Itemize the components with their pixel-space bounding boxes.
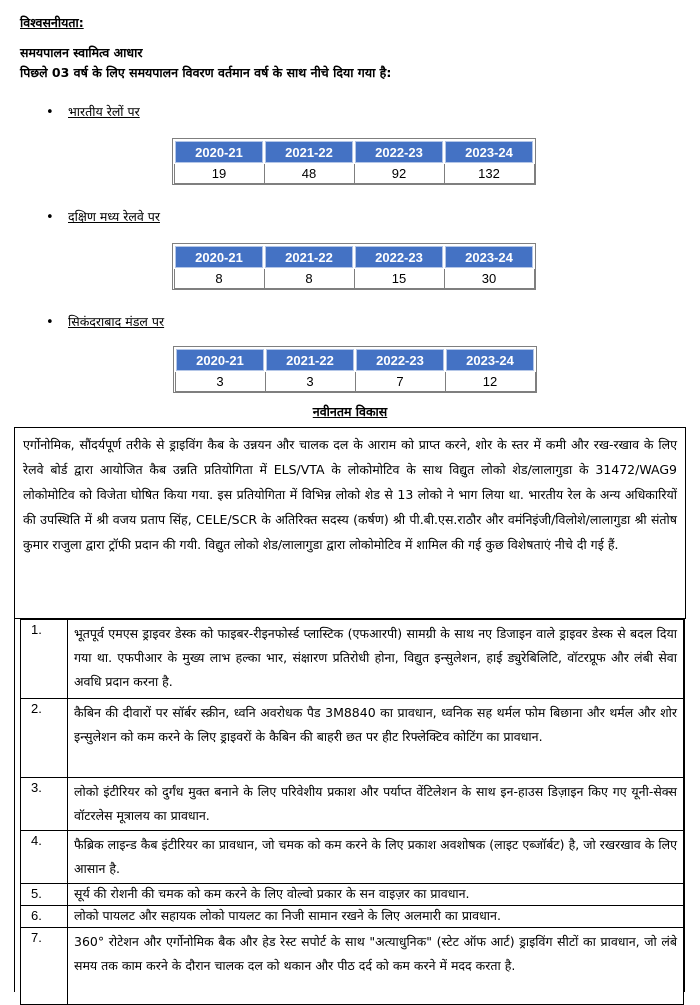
year-value: 8 (174, 269, 264, 289)
item-number: 4. (21, 831, 68, 884)
punctuality-table-indian-railways (173, 139, 535, 184)
year-header: 2023-24 (445, 348, 535, 372)
bullet-indian-railways (46, 103, 140, 120)
year-header: 2023-24 (444, 140, 534, 164)
year-value: 48 (264, 164, 354, 184)
table-row (21, 778, 684, 831)
year-header: 2022-23 (354, 140, 444, 164)
year-header: 2022-23 (354, 245, 444, 269)
year-value: 92 (354, 164, 444, 184)
page-title: विश्वसनीयता: (20, 15, 84, 30)
year-value: 3 (175, 372, 265, 392)
punctuality-table-secunderabad-division (174, 347, 536, 392)
year-value: 3 (265, 372, 355, 392)
item-number: 2. (21, 699, 68, 778)
item-text: फैब्रिक लाइन्ड कैब इंटीरियर का प्रावधान, जो चमक को कम करने के लिए प्रकाश अवशोषक (लाइट एब्जॉर्बट) है, जो रखरखाव के लिए आसान है. (68, 831, 684, 884)
year-value: 132 (444, 164, 534, 184)
year-value: 15 (354, 269, 444, 289)
bullet-label: सिकंदराबाद मंडल पर (68, 314, 165, 329)
bullet-label: दक्षिण मध्य रेलवे पर (68, 209, 160, 224)
item-number: 7. (21, 928, 68, 1005)
year-header: 2020-21 (174, 140, 264, 164)
year-header: 2021-22 (264, 140, 354, 164)
item-text: लोको इंटीरियर को दुर्गंध मुक्त बनाने के लिए परिवेशीय प्रकाश और पर्याप्त वेंटिलेशन के साथ इन-हाउस डिज़ाइन किए गए यूनी-सेक्स वॉटरलेस मूत्रालय का प्रावधान. (68, 778, 684, 831)
section-subtitle: समयपालन स्वामित्व आधार (20, 45, 143, 60)
table-row (21, 928, 684, 1005)
table-row (21, 884, 684, 906)
item-number: 5. (21, 884, 68, 906)
intro-paragraph: एर्गोनोमिक, सौंदर्यपूर्ण तरीके से ड्राइविंग कैब के उन्नयन और चालक दल के आराम को प्राप्त करने, शोर के स्तर में कमी और रख-रखाव के लिए रेलवे बोर्ड द्वारा आयोजित कैब उन्नति प्रतियोगिता में ELS/VTA के लोकोमोटिव के साथ विद्युत लोको शेड/लालागुडा के 31472/WAG9 लोकोमोटिव को विजेता घोषित किया गया. इस प्रतियोगिता में विभिन्न लोको शेड से 13 लोको ने भाग लिया था. भारतीय रेल के अन्य अधिकारियों की उपस्थिति में श्री वजय प्रताप सिंह, CELE/SCR के अतिरिक्त सदस्य (कर्षण) श्री पी.बी.एस.राठौर और वमंनिइंजी/विलोशे/लालागुडा श्री संतोष कुमार राजुला द्वारा ट्रॉफी प्रदान की गयी. विद्युत लोको शेड/लालागुडा द्वारा लोकोमोटिव में शामिल की गई कुछ विशेषताएं नीचे दी गई हैं. (14, 427, 686, 619)
table-row (21, 699, 684, 778)
bullet-dot-icon: • (46, 105, 54, 120)
item-number: 6. (21, 906, 68, 928)
year-header: 2021-22 (265, 348, 355, 372)
year-value: 8 (264, 269, 354, 289)
year-header: 2022-23 (355, 348, 445, 372)
year-header: 2023-24 (444, 245, 534, 269)
bullet-dot-icon: • (46, 210, 54, 225)
latest-developments-heading: नवीनतम विकास (312, 404, 388, 419)
year-header: 2020-21 (174, 245, 264, 269)
punctuality-table-south-central-railway (173, 244, 535, 289)
item-text: कैबिन की दीवारों पर सॉर्बर स्क्रीन, ध्वनि अवरोधक पैड 3M8840 का प्रावधान, ध्वनिक सह थर्मल फोम बिछाना और थर्मल और शोर इन्सुलेशन को कम करने के लिए ड्राइवरों के कैबिन की बाहरी छत पर हीट रिफ्लेक्टिव कोटिंग का प्रावधान. (68, 699, 684, 778)
year-value: 30 (444, 269, 534, 289)
table-row (21, 620, 684, 699)
table-row (21, 831, 684, 884)
year-value: 7 (355, 372, 445, 392)
item-text: भूतपूर्व एमएस ड्राइवर डेस्क को फाइबर-रीइनफोर्स्ड प्लास्टिक (एफआरपी) सामग्री के साथ नए डिजाइन वाले ड्राइवर डेस्क से बदल दिया गया था. एफपीआर के मुख्य लाभ हल्का भार, संक्षारण प्रतिरोधी होना, विद्युत इन्सुलेशन, हाई ड्युरेबिलिटि, वॉटरप्रूफ और लंबी सेवा अवधि प्रदान करना है. (68, 620, 684, 699)
item-number: 1. (21, 620, 68, 699)
item-number: 3. (21, 778, 68, 831)
year-value: 12 (445, 372, 535, 392)
bullet-secunderabad-division (46, 313, 164, 330)
year-value: 19 (174, 164, 264, 184)
bullet-south-central-railway (46, 208, 160, 225)
table-row (21, 906, 684, 928)
features-table (20, 619, 684, 1005)
bullet-label: भारतीय रेलों पर (68, 104, 140, 119)
section-intro-line: पिछले 03 वर्ष के लिए समयपालन विवरण वर्तमान वर्ष के साथ नीचे दिया गया है: (20, 65, 392, 80)
outer-border-left (14, 619, 21, 992)
year-header: 2021-22 (264, 245, 354, 269)
item-text: लोको पायलट और सहायक लोको पायलट का निजी सामान रखने के लिए अलमारी का प्रावधान. (68, 906, 684, 928)
item-text: 360° रोटेशन और एर्गोनोमिक बैक और हेड रेस्ट सपोर्ट के साथ "अत्याधुनिक" (स्टेट ऑफ आर्ट) ड्राइविंग सीटों का प्रावधान, जो लंबे समय तक काम करने के दौरान चालक दल को थकान और पीठ दर्द को कम करने में मदद करता है. (68, 928, 684, 1005)
year-header: 2020-21 (175, 348, 265, 372)
bullet-dot-icon: • (46, 315, 54, 330)
outer-border-right (684, 619, 687, 992)
item-text: सूर्य की रोशनी की चमक को कम करने के लिए वोल्वो प्रकार के सन वाइज़र का प्रावधान. (68, 884, 684, 906)
